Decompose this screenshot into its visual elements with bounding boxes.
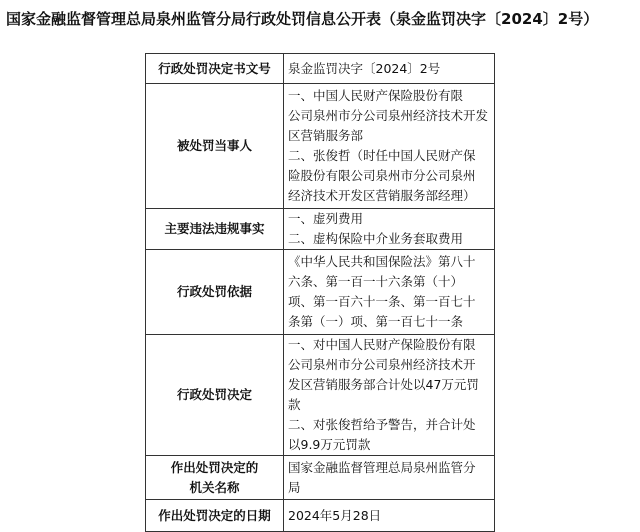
row-value: 《中华人民共和国保险法》第八十 六条、第一百一十六条第（十） 项、第一百六十一条、第一百七十 条第（一）项、第一百七十一条	[284, 250, 495, 335]
row-label: 行政处罚决定书文号	[146, 54, 284, 84]
table-row-date	[146, 500, 495, 532]
row-label: 主要违法违规事实	[146, 209, 284, 250]
row-label: 行政处罚决定	[146, 335, 284, 456]
table-row-legal-basis	[146, 250, 495, 335]
table-row-decision-number	[146, 54, 495, 84]
row-value: 泉金监罚决字〔2024〕2号	[284, 54, 495, 84]
table-row-violations	[146, 209, 495, 250]
penalty-info-table	[145, 53, 495, 532]
row-label: 作出处罚决定的日期	[146, 500, 284, 532]
page-title: 国家金融监督管理总局泉州监管分局行政处罚信息公开表（泉金监罚决字〔2024〕2号）	[6, 10, 599, 28]
table-row-party	[146, 84, 495, 209]
row-value: 一、中国人民财产保险股份有限 公司泉州市分公司泉州经济技术开发 区营销服务部 二、张俊哲（时任中国人民财产保 险股份有限公司泉州市分公司泉州 经济技术开发区营销服务部经理）	[284, 84, 495, 209]
row-value: 一、对中国人民财产保险股份有限 公司泉州市分公司泉州经济技术开 发区营销服务部合计处以47万元罚 款 二、对张俊哲给予警告，并合计处 以9.9万元罚款	[284, 335, 495, 456]
table-row-decision	[146, 335, 495, 456]
row-value: 一、虚列费用 二、虚构保险中介业务套取费用	[284, 209, 495, 250]
row-label: 行政处罚依据	[146, 250, 284, 335]
row-label: 被处罚当事人	[146, 84, 284, 209]
row-value: 2024年5月28日	[284, 500, 495, 532]
table-row-authority	[146, 456, 495, 500]
row-value: 国家金融监督管理总局泉州监管分 局	[284, 456, 495, 500]
row-label: 作出处罚决定的 机关名称	[146, 456, 284, 500]
